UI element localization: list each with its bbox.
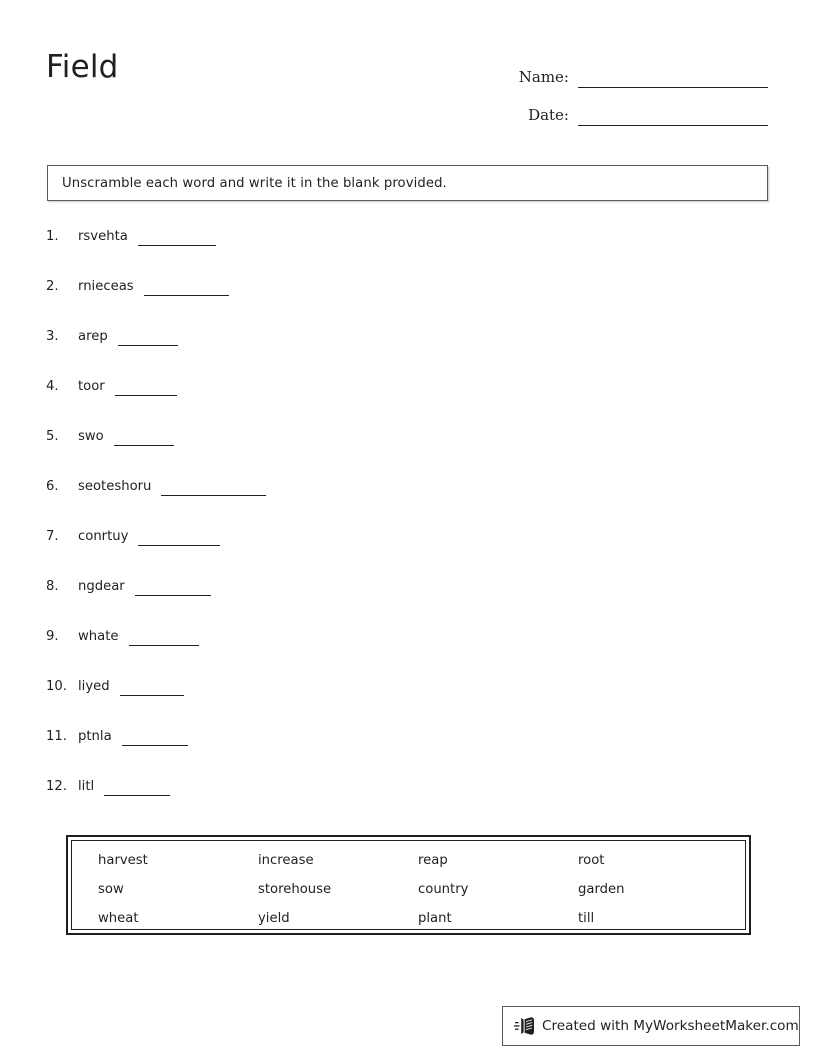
answer-blank[interactable] [138,528,220,546]
word-bank-word: yield [258,911,290,926]
word-bank-word: country [418,882,469,897]
scramble-item [46,478,746,528]
item-number: 2. [46,279,59,294]
date-write-line[interactable] [578,104,768,126]
scramble-item [46,778,746,828]
name-row [500,50,768,88]
scrambled-word: ptnla [78,729,112,744]
scramble-item [46,428,746,478]
scramble-item [46,328,746,378]
word-bank-word: till [578,911,595,926]
word-bank-word: increase [258,853,314,868]
word-bank-word: reap [418,853,448,868]
date-row [500,88,768,126]
answer-blank[interactable] [115,378,177,396]
answer-blank[interactable] [144,278,229,296]
scrambled-word: litl [78,779,95,794]
scrambled-word: ngdear [78,579,125,594]
item-number: 4. [46,379,59,394]
myworksheetmaker-logo-icon [514,1015,536,1037]
answer-blank[interactable] [114,428,174,446]
scramble-list [46,228,746,828]
scrambled-word: swo [78,429,104,444]
scrambled-word: liyed [78,679,110,694]
word-bank-word: plant [418,911,452,926]
scrambled-word: arep [78,329,108,344]
item-number: 12. [46,779,67,794]
item-number: 3. [46,329,59,344]
instruction-box [47,165,768,201]
scramble-item [46,578,746,628]
answer-blank[interactable] [135,578,211,596]
answer-blank[interactable] [138,228,216,246]
item-number: 5. [46,429,59,444]
item-number: 10. [46,679,67,694]
name-date-block [500,50,768,126]
name-label: Name: [518,68,569,86]
scramble-item [46,678,746,728]
item-number: 6. [46,479,59,494]
answer-blank[interactable] [129,628,199,646]
scramble-item [46,278,746,328]
word-bank-row [98,881,745,910]
word-bank-word: wheat [98,911,139,926]
word-bank-word: storehouse [258,882,332,897]
scramble-item [46,228,746,278]
scrambled-word: conrtuy [78,529,129,544]
scramble-item [46,728,746,778]
item-number: 9. [46,629,59,644]
scrambled-word: rnieceas [78,279,134,294]
footer-text: Created with MyWorksheetMaker.com [542,1018,799,1034]
answer-blank[interactable] [104,778,170,796]
scrambled-word: seoteshoru [78,479,152,494]
answer-blank[interactable] [120,678,184,696]
scrambled-word: toor [78,379,105,394]
answer-blank[interactable] [161,478,266,496]
word-bank-word: garden [578,882,625,897]
item-number: 11. [46,729,67,744]
instruction-text: Unscramble each word and write it in the blank provided. [62,175,447,191]
word-bank-inner [71,840,746,930]
item-number: 1. [46,229,59,244]
word-bank-row [98,910,745,939]
item-number: 7. [46,529,59,544]
scramble-item [46,378,746,428]
page-title: Field [46,49,119,85]
scrambled-word: whate [78,629,119,644]
word-bank-word: root [578,853,605,868]
scramble-item [46,628,746,678]
date-label: Date: [528,106,569,124]
footer-badge[interactable] [502,1006,800,1046]
word-bank-word: harvest [98,853,148,868]
word-bank [66,835,751,935]
scramble-item [46,528,746,578]
answer-blank[interactable] [122,728,188,746]
name-write-line[interactable] [578,66,768,88]
answer-blank[interactable] [118,328,178,346]
item-number: 8. [46,579,59,594]
word-bank-word: sow [98,882,124,897]
scrambled-word: rsvehta [78,229,128,244]
word-bank-row [98,852,745,881]
